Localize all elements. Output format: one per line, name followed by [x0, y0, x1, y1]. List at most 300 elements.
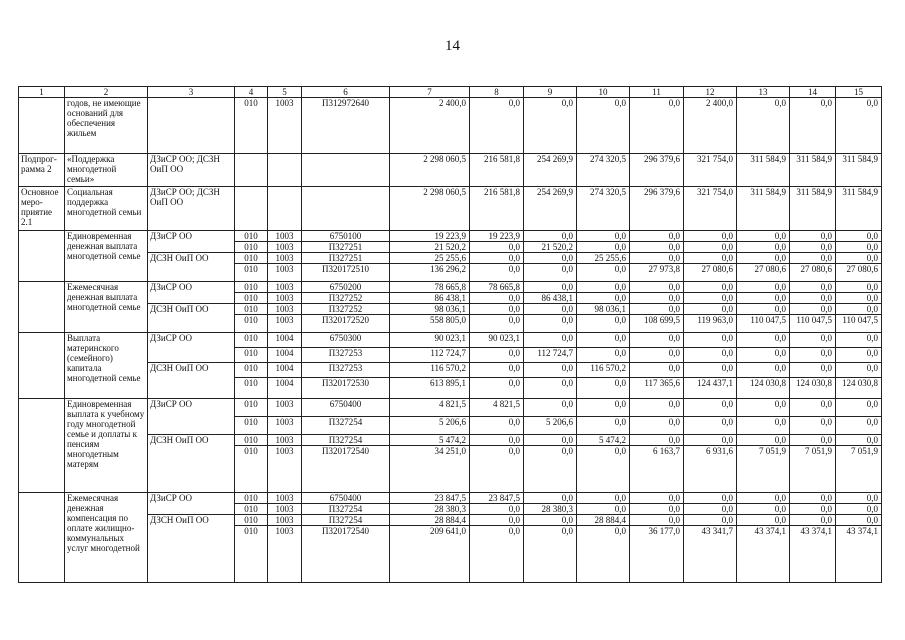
- value-cell: 0,0: [737, 493, 790, 504]
- value-cell: 0,0: [470, 253, 524, 264]
- value-cell: 254 269,9: [524, 187, 577, 231]
- value-cell: 98 036,1: [577, 304, 630, 315]
- value-cell: 1003: [268, 253, 302, 264]
- value-cell: 0,0: [524, 515, 577, 526]
- program-name: Социальная поддержка многодетной семьи: [65, 187, 148, 231]
- empty-cell: [19, 98, 65, 154]
- value-cell: 5 474,2: [390, 435, 470, 446]
- value-cell: 0,0: [577, 493, 630, 504]
- value-cell: 1003: [268, 293, 302, 304]
- organization: ДЗиСР ОО: [148, 493, 235, 515]
- value-cell: 110 047,5: [836, 315, 882, 333]
- value-cell: 216 581,8: [470, 187, 524, 231]
- value-cell: 27 080,6: [684, 264, 737, 282]
- value-cell: 112 724,7: [524, 348, 577, 363]
- table-row: [19, 231, 882, 242]
- value-cell: 0,0: [836, 231, 882, 242]
- organization: ДЗиСР ОО: [148, 282, 235, 304]
- value-cell: 1003: [268, 504, 302, 515]
- value-cell: 0,0: [630, 515, 684, 526]
- value-cell: 0,0: [630, 363, 684, 378]
- value-cell: 0,0: [630, 253, 684, 264]
- value-cell: 0,0: [630, 242, 684, 253]
- value-cell: 296 379,6: [630, 154, 684, 187]
- value-cell: 0,0: [630, 399, 684, 417]
- value-cell: 0,0: [524, 282, 577, 293]
- value-cell: 0,0: [684, 515, 737, 526]
- table-row: [19, 253, 882, 264]
- value-cell: 119 963,0: [684, 315, 737, 333]
- table-row: [19, 282, 882, 293]
- value-cell: 0,0: [790, 242, 836, 253]
- value-cell: 27 080,6: [790, 264, 836, 282]
- value-cell: 613 895,1: [390, 378, 470, 399]
- value-cell: 010: [235, 253, 268, 264]
- empty-cell: [19, 399, 65, 493]
- value-cell: 010: [235, 293, 268, 304]
- budget-table: [18, 86, 882, 583]
- value-cell: 1003: [268, 446, 302, 493]
- value-cell: 5 474,2: [577, 435, 630, 446]
- value-cell: 28 380,3: [524, 504, 577, 515]
- value-cell: 1003: [268, 231, 302, 242]
- value-cell: 010: [235, 446, 268, 493]
- value-cell: П327252: [302, 304, 390, 315]
- value-cell: 0,0: [577, 504, 630, 515]
- value-cell: 1004: [268, 363, 302, 378]
- value-cell: 0,0: [737, 399, 790, 417]
- value-cell: 27 080,6: [836, 264, 882, 282]
- measure-name: Единовременная денежная выплата многодетной семье: [65, 231, 148, 282]
- value-cell: 1003: [268, 282, 302, 293]
- value-cell: 0,0: [836, 363, 882, 378]
- value-cell: 7 051,9: [836, 446, 882, 493]
- value-cell: 1003: [268, 304, 302, 315]
- value-cell: П320172540: [302, 526, 390, 583]
- value-cell: 0,0: [737, 231, 790, 242]
- value-cell: 0,0: [836, 399, 882, 417]
- value-cell: 1004: [268, 348, 302, 363]
- value-cell: 0,0: [836, 242, 882, 253]
- value-cell: 28 884,4: [577, 515, 630, 526]
- header-cell: 2: [65, 87, 148, 98]
- value-cell: 0,0: [577, 526, 630, 583]
- value-cell: 124 437,1: [684, 378, 737, 399]
- value-cell: 010: [235, 435, 268, 446]
- value-cell: 110 047,5: [737, 315, 790, 333]
- value-cell: П327251: [302, 253, 390, 264]
- value-cell: П327252: [302, 293, 390, 304]
- value-cell: 010: [235, 282, 268, 293]
- value-cell: 0,0: [684, 293, 737, 304]
- empty-cell: [268, 187, 302, 231]
- empty-cell: [19, 333, 65, 399]
- value-cell: 0,0: [577, 293, 630, 304]
- value-cell: 0,0: [524, 315, 577, 333]
- value-cell: 0,0: [737, 504, 790, 515]
- value-cell: 0,0: [524, 304, 577, 315]
- organization: ДЗСН ОиП ОО: [148, 515, 235, 583]
- value-cell: 311 584,9: [836, 187, 882, 231]
- value-cell: 0,0: [577, 264, 630, 282]
- value-cell: 136 296,2: [390, 264, 470, 282]
- value-cell: 0,0: [630, 435, 684, 446]
- header-cell: 5: [268, 87, 302, 98]
- value-cell: 0,0: [790, 435, 836, 446]
- value-cell: 2 400,0: [390, 98, 470, 154]
- empty-cell: [235, 187, 268, 231]
- value-cell: 0,0: [524, 98, 577, 154]
- program-name: годов, не имеющие оснований для обеспечения жильем: [65, 98, 148, 154]
- value-cell: 0,0: [684, 282, 737, 293]
- value-cell: 1003: [268, 399, 302, 417]
- empty-cell: [302, 154, 390, 187]
- value-cell: 0,0: [577, 417, 630, 435]
- organization: ДЗиСР ОО: [148, 231, 235, 253]
- value-cell: 010: [235, 242, 268, 253]
- value-cell: 0,0: [470, 417, 524, 435]
- value-cell: 0,0: [737, 242, 790, 253]
- value-cell: 0,0: [790, 293, 836, 304]
- measure-name: Ежемесячная денежная компенсация по оплате жилищно-коммунальных услуг многодетной: [65, 493, 148, 583]
- value-cell: 0,0: [737, 253, 790, 264]
- value-cell: 0,0: [470, 293, 524, 304]
- header-cell: 13: [737, 87, 790, 98]
- measure-name: Выплата материнского (семейного) капитала многодетной семье: [65, 333, 148, 399]
- value-cell: 4 821,5: [470, 399, 524, 417]
- value-cell: 0,0: [630, 493, 684, 504]
- value-cell: П327254: [302, 515, 390, 526]
- table-row: [19, 493, 882, 504]
- value-cell: 0,0: [470, 315, 524, 333]
- value-cell: 27 973,8: [630, 264, 684, 282]
- value-cell: 311 584,9: [790, 187, 836, 231]
- value-cell: 0,0: [524, 435, 577, 446]
- value-cell: 0,0: [630, 304, 684, 315]
- value-cell: 90 023,1: [390, 333, 470, 348]
- empty-cell: [19, 493, 65, 583]
- value-cell: 86 438,1: [524, 293, 577, 304]
- value-cell: 321 754,0: [684, 154, 737, 187]
- value-cell: П320172530: [302, 378, 390, 399]
- header-cell: 4: [235, 87, 268, 98]
- value-cell: 6750200: [302, 282, 390, 293]
- value-cell: 0,0: [577, 348, 630, 363]
- value-cell: 23 847,5: [390, 493, 470, 504]
- value-cell: 25 255,6: [390, 253, 470, 264]
- organization: ДСЗН ОиП ОО: [148, 304, 235, 333]
- table-row: [19, 435, 882, 446]
- measure-name: Ежемесячная денежная выплата многодетной семье: [65, 282, 148, 333]
- value-cell: 321 754,0: [684, 187, 737, 231]
- value-cell: 1003: [268, 493, 302, 504]
- value-cell: 0,0: [684, 417, 737, 435]
- value-cell: 86 438,1: [390, 293, 470, 304]
- value-cell: 010: [235, 493, 268, 504]
- header-cell: 3: [148, 87, 235, 98]
- value-cell: 0,0: [836, 282, 882, 293]
- header-cell: 15: [836, 87, 882, 98]
- value-cell: 124 030,8: [737, 378, 790, 399]
- value-cell: 0,0: [790, 515, 836, 526]
- table-row: [19, 154, 882, 187]
- value-cell: 0,0: [577, 231, 630, 242]
- value-cell: 010: [235, 378, 268, 399]
- value-cell: 1004: [268, 378, 302, 399]
- value-cell: 0,0: [737, 293, 790, 304]
- value-cell: 0,0: [524, 253, 577, 264]
- value-cell: 010: [235, 504, 268, 515]
- value-cell: 0,0: [470, 526, 524, 583]
- value-cell: 0,0: [684, 231, 737, 242]
- value-cell: 6 931,6: [684, 446, 737, 493]
- value-cell: 0,0: [577, 378, 630, 399]
- table-row: [19, 399, 882, 417]
- value-cell: 0,0: [577, 98, 630, 154]
- value-cell: 0,0: [524, 399, 577, 417]
- value-cell: 0,0: [737, 348, 790, 363]
- value-cell: 0,0: [630, 282, 684, 293]
- value-cell: 0,0: [577, 282, 630, 293]
- value-cell: П320172510: [302, 264, 390, 282]
- value-cell: 254 269,9: [524, 154, 577, 187]
- value-cell: 558 805,0: [390, 315, 470, 333]
- value-cell: 0,0: [737, 282, 790, 293]
- value-cell: 010: [235, 515, 268, 526]
- value-cell: 0,0: [524, 363, 577, 378]
- value-cell: 010: [235, 363, 268, 378]
- value-cell: 2 298 060,5: [390, 154, 470, 187]
- value-cell: 6750100: [302, 231, 390, 242]
- value-cell: 6750400: [302, 399, 390, 417]
- empty-cell: [235, 154, 268, 187]
- value-cell: 0,0: [470, 446, 524, 493]
- value-cell: 0,0: [577, 333, 630, 348]
- value-cell: 28 380,3: [390, 504, 470, 515]
- value-cell: 0,0: [470, 504, 524, 515]
- value-cell: 311 584,9: [836, 154, 882, 187]
- value-cell: 0,0: [524, 231, 577, 242]
- value-cell: 43 374,1: [737, 526, 790, 583]
- value-cell: 108 699,5: [630, 315, 684, 333]
- value-cell: П312972640: [302, 98, 390, 154]
- value-cell: 0,0: [790, 493, 836, 504]
- value-cell: 0,0: [790, 504, 836, 515]
- table-row: [19, 333, 882, 348]
- value-cell: 0,0: [790, 253, 836, 264]
- value-cell: 010: [235, 264, 268, 282]
- header-cell: 1: [19, 87, 65, 98]
- header-row: [19, 87, 882, 98]
- organization: ДЗиСР ОО: [148, 333, 235, 363]
- value-cell: 0,0: [684, 304, 737, 315]
- value-cell: 0,0: [836, 253, 882, 264]
- organization: ДЗиСР ОО; ДСЗН ОиП ОО: [148, 154, 235, 187]
- value-cell: 0,0: [470, 304, 524, 315]
- value-cell: 0,0: [684, 493, 737, 504]
- table-row: [19, 187, 882, 231]
- value-cell: 274 320,5: [577, 187, 630, 231]
- value-cell: 0,0: [836, 98, 882, 154]
- value-cell: 1003: [268, 526, 302, 583]
- program-name: «Поддержка многодетной семьи»: [65, 154, 148, 187]
- value-cell: 010: [235, 399, 268, 417]
- value-cell: П327253: [302, 363, 390, 378]
- value-cell: 19 223,9: [470, 231, 524, 242]
- value-cell: 010: [235, 315, 268, 333]
- value-cell: 0,0: [836, 333, 882, 348]
- header-cell: 10: [577, 87, 630, 98]
- value-cell: 0,0: [470, 435, 524, 446]
- value-cell: 0,0: [737, 417, 790, 435]
- value-cell: 6 163,7: [630, 446, 684, 493]
- value-cell: П327254: [302, 417, 390, 435]
- value-cell: 0,0: [577, 446, 630, 493]
- value-cell: 124 030,8: [790, 378, 836, 399]
- measure-name: Единовременная выплата к учебному году многодетной семье и доплаты к пенсиям многодетным матерям: [65, 399, 148, 493]
- table-row: [19, 363, 882, 378]
- value-cell: 5 206,6: [390, 417, 470, 435]
- value-cell: П327253: [302, 348, 390, 363]
- value-cell: 010: [235, 98, 268, 154]
- header-cell: 7: [390, 87, 470, 98]
- value-cell: 311 584,9: [737, 154, 790, 187]
- value-cell: 1003: [268, 242, 302, 253]
- header-cell: 8: [470, 87, 524, 98]
- value-cell: 0,0: [630, 98, 684, 154]
- value-cell: 116 570,2: [577, 363, 630, 378]
- value-cell: 010: [235, 417, 268, 435]
- value-cell: 110 047,5: [790, 315, 836, 333]
- value-cell: 0,0: [524, 333, 577, 348]
- value-cell: 0,0: [630, 333, 684, 348]
- value-cell: 36 177,0: [630, 526, 684, 583]
- value-cell: 25 255,6: [577, 253, 630, 264]
- value-cell: 0,0: [577, 315, 630, 333]
- value-cell: 1003: [268, 98, 302, 154]
- value-cell: 0,0: [524, 526, 577, 583]
- value-cell: 1003: [268, 315, 302, 333]
- value-cell: 010: [235, 231, 268, 242]
- value-cell: 0,0: [684, 333, 737, 348]
- value-cell: 5 206,6: [524, 417, 577, 435]
- value-cell: 0,0: [836, 348, 882, 363]
- value-cell: 4 821,5: [390, 399, 470, 417]
- value-cell: 78 665,8: [390, 282, 470, 293]
- value-cell: 296 379,6: [630, 187, 684, 231]
- value-cell: 19 223,9: [390, 231, 470, 242]
- value-cell: 2 298 060,5: [390, 187, 470, 231]
- value-cell: 0,0: [684, 504, 737, 515]
- value-cell: 90 023,1: [470, 333, 524, 348]
- table-row: [19, 98, 882, 154]
- value-cell: 0,0: [790, 333, 836, 348]
- value-cell: 0,0: [524, 264, 577, 282]
- value-cell: 0,0: [470, 363, 524, 378]
- value-cell: 6750300: [302, 333, 390, 348]
- page-number: 14: [445, 38, 460, 54]
- value-cell: 0,0: [684, 435, 737, 446]
- value-cell: 0,0: [577, 399, 630, 417]
- value-cell: П327251: [302, 242, 390, 253]
- value-cell: 7 051,9: [790, 446, 836, 493]
- value-cell: 0,0: [737, 515, 790, 526]
- header-cell: 11: [630, 87, 684, 98]
- value-cell: 21 520,2: [524, 242, 577, 253]
- value-cell: 28 884,4: [390, 515, 470, 526]
- empty-cell: [19, 231, 65, 282]
- value-cell: 0,0: [470, 378, 524, 399]
- value-cell: 0,0: [737, 304, 790, 315]
- value-cell: 6750400: [302, 493, 390, 504]
- value-cell: 21 520,2: [390, 242, 470, 253]
- value-cell: 0,0: [630, 504, 684, 515]
- organization: ДЗиСР ОО; ДСЗН ОиП ОО: [148, 187, 235, 231]
- value-cell: 0,0: [836, 493, 882, 504]
- value-cell: 0,0: [790, 304, 836, 315]
- value-cell: 1003: [268, 264, 302, 282]
- value-cell: 010: [235, 304, 268, 315]
- value-cell: 0,0: [470, 242, 524, 253]
- value-cell: 010: [235, 348, 268, 363]
- value-cell: 0,0: [836, 293, 882, 304]
- value-cell: 0,0: [790, 363, 836, 378]
- value-cell: 0,0: [630, 231, 684, 242]
- empty-cell: [268, 154, 302, 187]
- value-cell: 0,0: [737, 98, 790, 154]
- value-cell: 117 365,6: [630, 378, 684, 399]
- value-cell: 116 570,2: [390, 363, 470, 378]
- value-cell: 23 847,5: [470, 493, 524, 504]
- value-cell: 0,0: [737, 363, 790, 378]
- value-cell: 0,0: [836, 515, 882, 526]
- value-cell: 98 036,1: [390, 304, 470, 315]
- program-code: Основное меро-приятие 2.1: [19, 187, 65, 231]
- value-cell: 0,0: [836, 304, 882, 315]
- value-cell: 0,0: [470, 264, 524, 282]
- value-cell: 0,0: [790, 282, 836, 293]
- value-cell: 311 584,9: [737, 187, 790, 231]
- value-cell: 0,0: [470, 515, 524, 526]
- header-cell: 14: [790, 87, 836, 98]
- value-cell: 0,0: [684, 348, 737, 363]
- value-cell: 010: [235, 526, 268, 583]
- value-cell: 0,0: [630, 348, 684, 363]
- value-cell: 0,0: [684, 253, 737, 264]
- header-cell: 9: [524, 87, 577, 98]
- value-cell: 27 080,6: [737, 264, 790, 282]
- value-cell: 0,0: [684, 363, 737, 378]
- value-cell: 0,0: [737, 435, 790, 446]
- value-cell: 34 251,0: [390, 446, 470, 493]
- value-cell: 274 320,5: [577, 154, 630, 187]
- value-cell: 010: [235, 333, 268, 348]
- value-cell: 43 374,1: [836, 526, 882, 583]
- value-cell: 0,0: [836, 417, 882, 435]
- value-cell: 43 341,7: [684, 526, 737, 583]
- value-cell: 78 665,8: [470, 282, 524, 293]
- value-cell: П327254: [302, 435, 390, 446]
- empty-cell: [302, 187, 390, 231]
- value-cell: П320172520: [302, 315, 390, 333]
- value-cell: 0,0: [790, 417, 836, 435]
- value-cell: П320172540: [302, 446, 390, 493]
- value-cell: 112 724,7: [390, 348, 470, 363]
- table-row: [19, 515, 882, 526]
- value-cell: 209 641,0: [390, 526, 470, 583]
- value-cell: 0,0: [684, 242, 737, 253]
- value-cell: 0,0: [577, 242, 630, 253]
